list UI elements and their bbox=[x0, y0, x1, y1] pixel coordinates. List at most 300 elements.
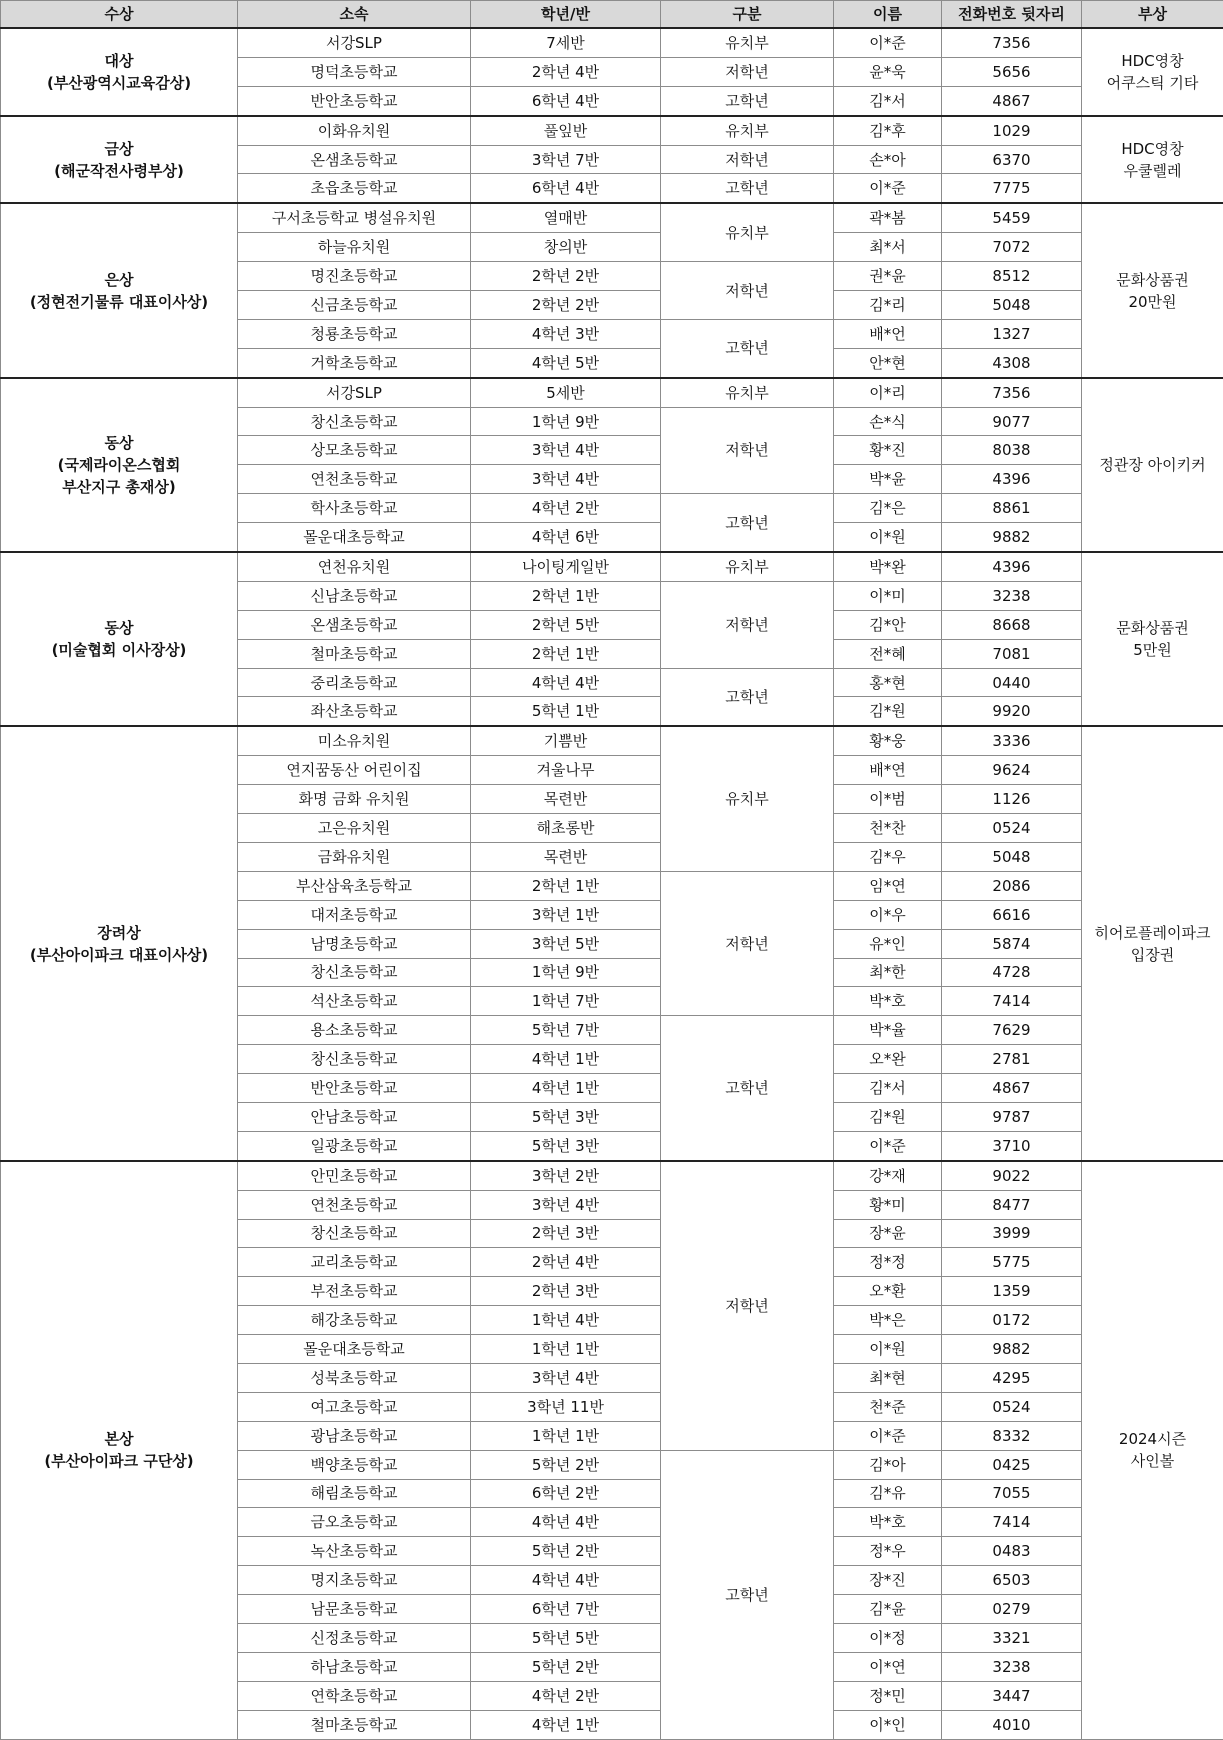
division-cell: 저학년 bbox=[661, 262, 834, 320]
prize-line: 5만원 bbox=[1082, 639, 1223, 661]
grade-class-cell: 7세반 bbox=[471, 28, 661, 57]
school-cell: 명진초등학교 bbox=[238, 262, 471, 291]
table-row bbox=[1, 116, 1223, 145]
grade-class-cell: 5학년 5반 bbox=[471, 1623, 661, 1652]
name-cell: 이*미 bbox=[834, 581, 942, 610]
school-cell: 안민초등학교 bbox=[238, 1161, 471, 1190]
grade-class-cell: 3학년 2반 bbox=[471, 1161, 661, 1190]
prize-cell bbox=[1082, 552, 1223, 726]
grade-class-cell: 1학년 9반 bbox=[471, 958, 661, 987]
school-cell: 온샘초등학교 bbox=[238, 610, 471, 639]
phone-last-cell: 7072 bbox=[942, 233, 1082, 262]
phone-last-cell: 3238 bbox=[942, 1652, 1082, 1681]
school-cell: 해강초등학교 bbox=[238, 1306, 471, 1335]
name-cell: 김*안 bbox=[834, 610, 942, 639]
school-cell: 부전초등학교 bbox=[238, 1277, 471, 1306]
table-row bbox=[1, 726, 1223, 755]
school-cell: 이화유치원 bbox=[238, 116, 471, 145]
name-cell: 김*원 bbox=[834, 697, 942, 726]
name-cell: 이*인 bbox=[834, 1710, 942, 1739]
school-cell: 하남초등학교 bbox=[238, 1652, 471, 1681]
table-header-row bbox=[1, 1, 1223, 29]
school-cell: 고은유치원 bbox=[238, 814, 471, 843]
division-cell: 저학년 bbox=[661, 145, 834, 174]
grade-class-cell: 겨울나무 bbox=[471, 756, 661, 785]
grade-class-cell: 4학년 1반 bbox=[471, 1710, 661, 1739]
prize-line: HDC영창 bbox=[1082, 138, 1223, 160]
phone-last-cell: 5775 bbox=[942, 1248, 1082, 1277]
grade-class-cell: 3학년 5반 bbox=[471, 929, 661, 958]
grade-class-cell: 3학년 4반 bbox=[471, 465, 661, 494]
phone-last-cell: 9787 bbox=[942, 1102, 1082, 1131]
grade-class-cell: 열매반 bbox=[471, 203, 661, 232]
phone-last-cell: 3336 bbox=[942, 726, 1082, 755]
name-cell: 김*아 bbox=[834, 1450, 942, 1479]
phone-last-cell: 3999 bbox=[942, 1219, 1082, 1248]
name-cell: 손*아 bbox=[834, 145, 942, 174]
table-row bbox=[1, 552, 1223, 581]
name-cell: 김*리 bbox=[834, 291, 942, 320]
division-cell: 저학년 bbox=[661, 581, 834, 668]
grade-class-cell: 2학년 1반 bbox=[471, 581, 661, 610]
award-cell bbox=[1, 203, 238, 377]
header-prize: 부상 bbox=[1082, 1, 1223, 29]
table-body bbox=[1, 28, 1223, 1739]
school-cell: 금오초등학교 bbox=[238, 1508, 471, 1537]
name-cell: 이*원 bbox=[834, 1335, 942, 1364]
table-row bbox=[1, 203, 1223, 232]
grade-class-cell: 2학년 5반 bbox=[471, 610, 661, 639]
school-cell: 미소유치원 bbox=[238, 726, 471, 755]
header-school: 소속 bbox=[238, 1, 471, 29]
grade-class-cell: 5학년 3반 bbox=[471, 1102, 661, 1131]
division-cell: 고학년 bbox=[661, 1450, 834, 1739]
prize-line: 2024시즌 bbox=[1082, 1428, 1223, 1450]
name-cell: 박*은 bbox=[834, 1306, 942, 1335]
name-cell: 이*원 bbox=[834, 523, 942, 552]
name-cell: 전*혜 bbox=[834, 639, 942, 668]
name-cell: 오*완 bbox=[834, 1045, 942, 1074]
award-cell bbox=[1, 552, 238, 726]
phone-last-cell: 3447 bbox=[942, 1681, 1082, 1710]
school-cell: 연천유치원 bbox=[238, 552, 471, 581]
name-cell: 이*범 bbox=[834, 785, 942, 814]
name-cell: 김*후 bbox=[834, 116, 942, 145]
award-line: 은상 bbox=[1, 269, 237, 291]
prize-cell bbox=[1082, 203, 1223, 377]
school-cell: 몰운대초등학교 bbox=[238, 523, 471, 552]
name-cell: 정*정 bbox=[834, 1248, 942, 1277]
division-cell: 유치부 bbox=[661, 116, 834, 145]
phone-last-cell: 5459 bbox=[942, 203, 1082, 232]
division-cell: 고학년 bbox=[661, 1016, 834, 1161]
phone-last-cell: 6503 bbox=[942, 1566, 1082, 1595]
header-grade-class: 학년/반 bbox=[471, 1, 661, 29]
grade-class-cell: 1학년 1반 bbox=[471, 1335, 661, 1364]
grade-class-cell: 2학년 3반 bbox=[471, 1277, 661, 1306]
prize-line: 우쿨렐레 bbox=[1082, 160, 1223, 182]
school-cell: 철마초등학교 bbox=[238, 1710, 471, 1739]
division-cell: 고학년 bbox=[661, 174, 834, 203]
phone-last-cell: 8477 bbox=[942, 1190, 1082, 1219]
school-cell: 신남초등학교 bbox=[238, 581, 471, 610]
phone-last-cell: 0524 bbox=[942, 814, 1082, 843]
award-line: (해군작전사령부상) bbox=[1, 160, 237, 182]
phone-last-cell: 1126 bbox=[942, 785, 1082, 814]
grade-class-cell: 4학년 4반 bbox=[471, 1508, 661, 1537]
prize-line: 문화상품권 bbox=[1082, 617, 1223, 639]
phone-last-cell: 9882 bbox=[942, 523, 1082, 552]
grade-class-cell: 4학년 5반 bbox=[471, 348, 661, 377]
grade-class-cell: 4학년 2반 bbox=[471, 494, 661, 523]
division-cell: 저학년 bbox=[661, 871, 834, 1015]
name-cell: 박*율 bbox=[834, 1016, 942, 1045]
school-cell: 청룡초등학교 bbox=[238, 319, 471, 348]
prize-line: 20만원 bbox=[1082, 291, 1223, 313]
name-cell: 임*연 bbox=[834, 871, 942, 900]
school-cell: 서강SLP bbox=[238, 378, 471, 407]
prize-line: HDC영창 bbox=[1082, 50, 1223, 72]
phone-last-cell: 7414 bbox=[942, 1508, 1082, 1537]
school-cell: 일광초등학교 bbox=[238, 1131, 471, 1160]
prize-cell bbox=[1082, 378, 1223, 552]
phone-last-cell: 4728 bbox=[942, 958, 1082, 987]
division-cell: 고학년 bbox=[661, 494, 834, 552]
prize-cell bbox=[1082, 1161, 1223, 1739]
table-row bbox=[1, 1161, 1223, 1190]
header-division: 구분 bbox=[661, 1, 834, 29]
name-cell: 이*리 bbox=[834, 378, 942, 407]
award-line: (미술협회 이사장상) bbox=[1, 639, 237, 661]
school-cell: 좌산초등학교 bbox=[238, 697, 471, 726]
prize-cell bbox=[1082, 726, 1223, 1160]
phone-last-cell: 7414 bbox=[942, 987, 1082, 1016]
grade-class-cell: 6학년 4반 bbox=[471, 174, 661, 203]
name-cell: 이*준 bbox=[834, 1131, 942, 1160]
phone-last-cell: 5874 bbox=[942, 929, 1082, 958]
school-cell: 남문초등학교 bbox=[238, 1595, 471, 1624]
award-line: 동상 bbox=[1, 432, 237, 454]
award-line: (부산아이파크 대표이사상) bbox=[1, 944, 237, 966]
name-cell: 배*연 bbox=[834, 756, 942, 785]
grade-class-cell: 2학년 4반 bbox=[471, 57, 661, 86]
school-cell: 창신초등학교 bbox=[238, 958, 471, 987]
name-cell: 최*서 bbox=[834, 233, 942, 262]
phone-last-cell: 4867 bbox=[942, 86, 1082, 115]
phone-last-cell: 2086 bbox=[942, 871, 1082, 900]
school-cell: 철마초등학교 bbox=[238, 639, 471, 668]
grade-class-cell: 기쁨반 bbox=[471, 726, 661, 755]
name-cell: 박*완 bbox=[834, 552, 942, 581]
award-cell bbox=[1, 726, 238, 1160]
table-row bbox=[1, 28, 1223, 57]
name-cell: 김*원 bbox=[834, 1102, 942, 1131]
prize-line: 사인볼 bbox=[1082, 1450, 1223, 1472]
school-cell: 석산초등학교 bbox=[238, 987, 471, 1016]
school-cell: 연학초등학교 bbox=[238, 1681, 471, 1710]
name-cell: 이*준 bbox=[834, 1421, 942, 1450]
school-cell: 명덕초등학교 bbox=[238, 57, 471, 86]
phone-last-cell: 0524 bbox=[942, 1392, 1082, 1421]
name-cell: 이*정 bbox=[834, 1623, 942, 1652]
school-cell: 교리초등학교 bbox=[238, 1248, 471, 1277]
name-cell: 천*찬 bbox=[834, 814, 942, 843]
grade-class-cell: 2학년 1반 bbox=[471, 871, 661, 900]
name-cell: 유*인 bbox=[834, 929, 942, 958]
name-cell: 천*준 bbox=[834, 1392, 942, 1421]
grade-class-cell: 2학년 2반 bbox=[471, 262, 661, 291]
phone-last-cell: 0440 bbox=[942, 668, 1082, 697]
school-cell: 몰운대초등학교 bbox=[238, 1335, 471, 1364]
school-cell: 중리초등학교 bbox=[238, 668, 471, 697]
name-cell: 박*호 bbox=[834, 987, 942, 1016]
school-cell: 대저초등학교 bbox=[238, 900, 471, 929]
phone-last-cell: 8512 bbox=[942, 262, 1082, 291]
phone-last-cell: 8668 bbox=[942, 610, 1082, 639]
division-cell: 저학년 bbox=[661, 407, 834, 494]
prize-line: 문화상품권 bbox=[1082, 269, 1223, 291]
name-cell: 황*진 bbox=[834, 436, 942, 465]
name-cell: 김*은 bbox=[834, 494, 942, 523]
school-cell: 남명초등학교 bbox=[238, 929, 471, 958]
school-cell: 구서초등학교 병설유치원 bbox=[238, 203, 471, 232]
phone-last-cell: 9077 bbox=[942, 407, 1082, 436]
name-cell: 김*서 bbox=[834, 86, 942, 115]
prize-cell bbox=[1082, 28, 1223, 116]
school-cell: 연지꿈동산 어린이집 bbox=[238, 756, 471, 785]
name-cell: 김*서 bbox=[834, 1074, 942, 1103]
grade-class-cell: 해초롱반 bbox=[471, 814, 661, 843]
school-cell: 연천초등학교 bbox=[238, 1190, 471, 1219]
school-cell: 부산삼육초등학교 bbox=[238, 871, 471, 900]
award-line: 금상 bbox=[1, 138, 237, 160]
name-cell: 홍*현 bbox=[834, 668, 942, 697]
grade-class-cell: 4학년 3반 bbox=[471, 319, 661, 348]
school-cell: 화명 금화 유치원 bbox=[238, 785, 471, 814]
grade-class-cell: 5학년 2반 bbox=[471, 1537, 661, 1566]
phone-last-cell: 8861 bbox=[942, 494, 1082, 523]
name-cell: 황*미 bbox=[834, 1190, 942, 1219]
school-cell: 광남초등학교 bbox=[238, 1421, 471, 1450]
name-cell: 박*호 bbox=[834, 1508, 942, 1537]
school-cell: 백양초등학교 bbox=[238, 1450, 471, 1479]
phone-last-cell: 0425 bbox=[942, 1450, 1082, 1479]
phone-last-cell: 7775 bbox=[942, 174, 1082, 203]
phone-last-cell: 4010 bbox=[942, 1710, 1082, 1739]
phone-last-cell: 8332 bbox=[942, 1421, 1082, 1450]
grade-class-cell: 3학년 1반 bbox=[471, 900, 661, 929]
phone-last-cell: 3321 bbox=[942, 1623, 1082, 1652]
name-cell: 김*우 bbox=[834, 842, 942, 871]
phone-last-cell: 9882 bbox=[942, 1335, 1082, 1364]
school-cell: 거학초등학교 bbox=[238, 348, 471, 377]
grade-class-cell: 1학년 4반 bbox=[471, 1306, 661, 1335]
name-cell: 곽*봄 bbox=[834, 203, 942, 232]
grade-class-cell: 6학년 2반 bbox=[471, 1479, 661, 1508]
school-cell: 창신초등학교 bbox=[238, 407, 471, 436]
phone-last-cell: 0483 bbox=[942, 1537, 1082, 1566]
division-cell: 유치부 bbox=[661, 726, 834, 871]
phone-last-cell: 6616 bbox=[942, 900, 1082, 929]
phone-last-cell: 7356 bbox=[942, 378, 1082, 407]
phone-last-cell: 3710 bbox=[942, 1131, 1082, 1160]
name-cell: 오*환 bbox=[834, 1277, 942, 1306]
name-cell: 김*윤 bbox=[834, 1595, 942, 1624]
school-cell: 학사초등학교 bbox=[238, 494, 471, 523]
grade-class-cell: 5학년 1반 bbox=[471, 697, 661, 726]
school-cell: 반안초등학교 bbox=[238, 1074, 471, 1103]
name-cell: 안*현 bbox=[834, 348, 942, 377]
award-cell bbox=[1, 378, 238, 552]
name-cell: 김*유 bbox=[834, 1479, 942, 1508]
award-cell bbox=[1, 1161, 238, 1739]
grade-class-cell: 1학년 9반 bbox=[471, 407, 661, 436]
division-cell: 유치부 bbox=[661, 552, 834, 581]
grade-class-cell: 5학년 7반 bbox=[471, 1016, 661, 1045]
school-cell: 하늘유치원 bbox=[238, 233, 471, 262]
phone-last-cell: 4308 bbox=[942, 348, 1082, 377]
prize-cell bbox=[1082, 116, 1223, 204]
name-cell: 이*준 bbox=[834, 174, 942, 203]
school-cell: 초읍초등학교 bbox=[238, 174, 471, 203]
school-cell: 용소초등학교 bbox=[238, 1016, 471, 1045]
school-cell: 연천초등학교 bbox=[238, 465, 471, 494]
phone-last-cell: 5048 bbox=[942, 842, 1082, 871]
phone-last-cell: 7629 bbox=[942, 1016, 1082, 1045]
school-cell: 서강SLP bbox=[238, 28, 471, 57]
grade-class-cell: 4학년 1반 bbox=[471, 1074, 661, 1103]
phone-last-cell: 9920 bbox=[942, 697, 1082, 726]
phone-last-cell: 9624 bbox=[942, 756, 1082, 785]
header-phone-last: 전화번호 뒷자리 bbox=[942, 1, 1082, 29]
grade-class-cell: 1학년 7반 bbox=[471, 987, 661, 1016]
school-cell: 명지초등학교 bbox=[238, 1566, 471, 1595]
phone-last-cell: 4295 bbox=[942, 1363, 1082, 1392]
division-cell: 저학년 bbox=[661, 57, 834, 86]
school-cell: 신금초등학교 bbox=[238, 291, 471, 320]
grade-class-cell: 3학년 4반 bbox=[471, 436, 661, 465]
grade-class-cell: 나이팅게일반 bbox=[471, 552, 661, 581]
grade-class-cell: 5학년 3반 bbox=[471, 1131, 661, 1160]
school-cell: 창신초등학교 bbox=[238, 1045, 471, 1074]
school-cell: 녹산초등학교 bbox=[238, 1537, 471, 1566]
header-award: 수상 bbox=[1, 1, 238, 29]
school-cell: 상모초등학교 bbox=[238, 436, 471, 465]
grade-class-cell: 3학년 11반 bbox=[471, 1392, 661, 1421]
name-cell: 손*식 bbox=[834, 407, 942, 436]
prize-line: 히어로플레이파크 bbox=[1082, 922, 1223, 944]
prize-line: 입장권 bbox=[1082, 944, 1223, 966]
school-cell: 해림초등학교 bbox=[238, 1479, 471, 1508]
award-line: (국제라이온스협회 bbox=[1, 454, 237, 476]
grade-class-cell: 풀잎반 bbox=[471, 116, 661, 145]
grade-class-cell: 3학년 7반 bbox=[471, 145, 661, 174]
grade-class-cell: 창의반 bbox=[471, 233, 661, 262]
award-line: (부산광역시교육감상) bbox=[1, 72, 237, 94]
phone-last-cell: 2781 bbox=[942, 1045, 1082, 1074]
school-cell: 금화유치원 bbox=[238, 842, 471, 871]
school-cell: 신정초등학교 bbox=[238, 1623, 471, 1652]
name-cell: 장*진 bbox=[834, 1566, 942, 1595]
award-line: 대상 bbox=[1, 50, 237, 72]
award-cell bbox=[1, 28, 238, 116]
award-line: 동상 bbox=[1, 617, 237, 639]
phone-last-cell: 1359 bbox=[942, 1277, 1082, 1306]
name-cell: 황*웅 bbox=[834, 726, 942, 755]
name-cell: 윤*욱 bbox=[834, 57, 942, 86]
name-cell: 이*준 bbox=[834, 28, 942, 57]
grade-class-cell: 4학년 2반 bbox=[471, 1681, 661, 1710]
grade-class-cell: 3학년 4반 bbox=[471, 1190, 661, 1219]
division-cell: 저학년 bbox=[661, 1161, 834, 1450]
phone-last-cell: 7081 bbox=[942, 639, 1082, 668]
name-cell: 최*한 bbox=[834, 958, 942, 987]
award-line: 부산지구 총재상) bbox=[1, 476, 237, 498]
phone-last-cell: 5656 bbox=[942, 57, 1082, 86]
award-line: (부산아이파크 구단상) bbox=[1, 1450, 237, 1472]
grade-class-cell: 4학년 1반 bbox=[471, 1045, 661, 1074]
name-cell: 권*윤 bbox=[834, 262, 942, 291]
phone-last-cell: 1029 bbox=[942, 116, 1082, 145]
phone-last-cell: 9022 bbox=[942, 1161, 1082, 1190]
division-cell: 고학년 bbox=[661, 319, 834, 377]
grade-class-cell: 3학년 4반 bbox=[471, 1363, 661, 1392]
name-cell: 이*연 bbox=[834, 1652, 942, 1681]
phone-last-cell: 3238 bbox=[942, 581, 1082, 610]
school-cell: 온샘초등학교 bbox=[238, 145, 471, 174]
phone-last-cell: 0279 bbox=[942, 1595, 1082, 1624]
school-cell: 반안초등학교 bbox=[238, 86, 471, 115]
phone-last-cell: 6370 bbox=[942, 145, 1082, 174]
phone-last-cell: 7055 bbox=[942, 1479, 1082, 1508]
name-cell: 박*윤 bbox=[834, 465, 942, 494]
grade-class-cell: 목련반 bbox=[471, 785, 661, 814]
grade-class-cell: 5학년 2반 bbox=[471, 1652, 661, 1681]
name-cell: 장*윤 bbox=[834, 1219, 942, 1248]
prize-line: 어쿠스틱 기타 bbox=[1082, 72, 1223, 94]
award-line: (정현전기물류 대표이사상) bbox=[1, 291, 237, 313]
school-cell: 성북초등학교 bbox=[238, 1363, 471, 1392]
name-cell: 정*우 bbox=[834, 1537, 942, 1566]
division-cell: 고학년 bbox=[661, 86, 834, 115]
phone-last-cell: 0172 bbox=[942, 1306, 1082, 1335]
phone-last-cell: 4396 bbox=[942, 465, 1082, 494]
header-name: 이름 bbox=[834, 1, 942, 29]
name-cell: 강*재 bbox=[834, 1161, 942, 1190]
school-cell: 창신초등학교 bbox=[238, 1219, 471, 1248]
grade-class-cell: 5세반 bbox=[471, 378, 661, 407]
school-cell: 여고초등학교 bbox=[238, 1392, 471, 1421]
grade-class-cell: 4학년 6반 bbox=[471, 523, 661, 552]
division-cell: 유치부 bbox=[661, 28, 834, 57]
grade-class-cell: 2학년 1반 bbox=[471, 639, 661, 668]
phone-last-cell: 5048 bbox=[942, 291, 1082, 320]
phone-last-cell: 4867 bbox=[942, 1074, 1082, 1103]
phone-last-cell: 8038 bbox=[942, 436, 1082, 465]
name-cell: 최*현 bbox=[834, 1363, 942, 1392]
division-cell: 유치부 bbox=[661, 378, 834, 407]
award-line: 장려상 bbox=[1, 922, 237, 944]
phone-last-cell: 7356 bbox=[942, 28, 1082, 57]
grade-class-cell: 2학년 2반 bbox=[471, 291, 661, 320]
grade-class-cell: 목련반 bbox=[471, 842, 661, 871]
grade-class-cell: 2학년 3반 bbox=[471, 1219, 661, 1248]
division-cell: 고학년 bbox=[661, 668, 834, 726]
award-cell bbox=[1, 116, 238, 204]
phone-last-cell: 4396 bbox=[942, 552, 1082, 581]
school-cell: 안남초등학교 bbox=[238, 1102, 471, 1131]
grade-class-cell: 1학년 1반 bbox=[471, 1421, 661, 1450]
